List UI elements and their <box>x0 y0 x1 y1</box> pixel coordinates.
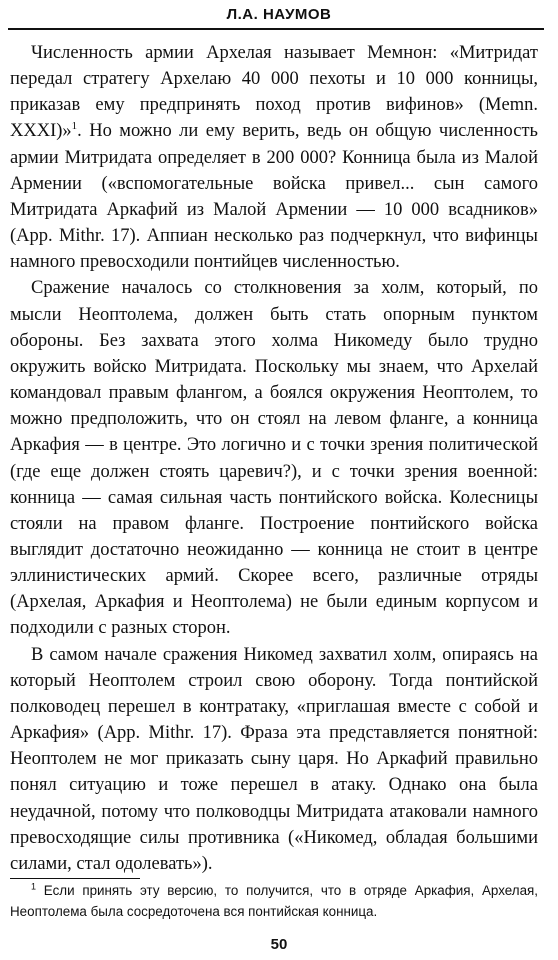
paragraph-1 <box>10 40 538 275</box>
footnote-text: Если принять эту версию, то получится, что в отряде Аркафия, Архелая, Неоптолема была сосредоточена вся понтийская конница. <box>10 883 538 919</box>
footnote-paragraph <box>10 880 538 922</box>
page-number: 50 <box>270 936 288 953</box>
paragraph-text: Численность армии Архелая называет Мемнон: «Митридат передал стратегу Архелаю 40 000 пехоты и 10 000 конницы, приказав ему предпринять поход против вифинов» (Memn. XXXI)» <box>10 43 538 142</box>
main-text <box>10 40 538 877</box>
footnote-reference[interactable]: 1 <box>71 120 78 133</box>
paragraph-text-continued: . Но можно ли ему верить, ведь он общую численность армии Митридата определяет в 200 000? Конница была из Малой Армении («вспомогательные войска привел... сын самого Митридата Аркафий из Малой Армении — 10 000 всадников» (App. Mithr. 17). Аппиан несколько раз подчеркнул, что вифинцы намного превосходили понтийцев численностью. <box>10 121 538 273</box>
running-head: Л.А. НАУМОВ <box>226 6 332 23</box>
paragraph-2: Сражение началось со столкновения за холм, который, по мысли Неоптолема, должен быть стать опорным пунктом обороны. Без захвата этого холма Никомеду было трудно окружить войско Митридата. Поскольку мы знаем, что Архелай командовал правым флангом, а боялся окружения Неоптолем, то можно предположить, что он стоял на левом фланге, а конница Аркафия — в центре. Это логично и с точки зрения политической (где еще должен стоять царевич?), и с точки зрения военной: конница — самая сильная часть понтийского войска. Колесницы стояли на правом фланге. Построение понтийского войска выглядит достаточно неожиданно — конница не стоит в центре эллинистических армий. Скорее всего, различные отряды (Архелая, Аркафия и Неоптолема) не были единым корпусом и подходили с разных сторон. <box>10 278 538 639</box>
footnote <box>10 880 538 922</box>
footnote-separator <box>10 878 140 879</box>
footnote-marker: 1 <box>31 881 37 892</box>
header-rule <box>8 28 544 30</box>
paragraph-3: В самом начале сражения Никомед захватил холм, опираясь на который Неоптолем строил свою оборону. Тогда понтийской полководец перешел в контратаку, «приглашая вместе с собой и Аркафия» (App. Mithr. 17). Фраза эта представляется понятной: Неоптолем не мог приказать сыну царя. Но Аркафий правильно понял ситуацию и тоже перешел в атаку. Однако она была неудачной, потому что полководцы Митридата атаковали намного превосходящие силы противника («Никомед, обладая большими силами, стал одолевать»). <box>10 644 538 874</box>
